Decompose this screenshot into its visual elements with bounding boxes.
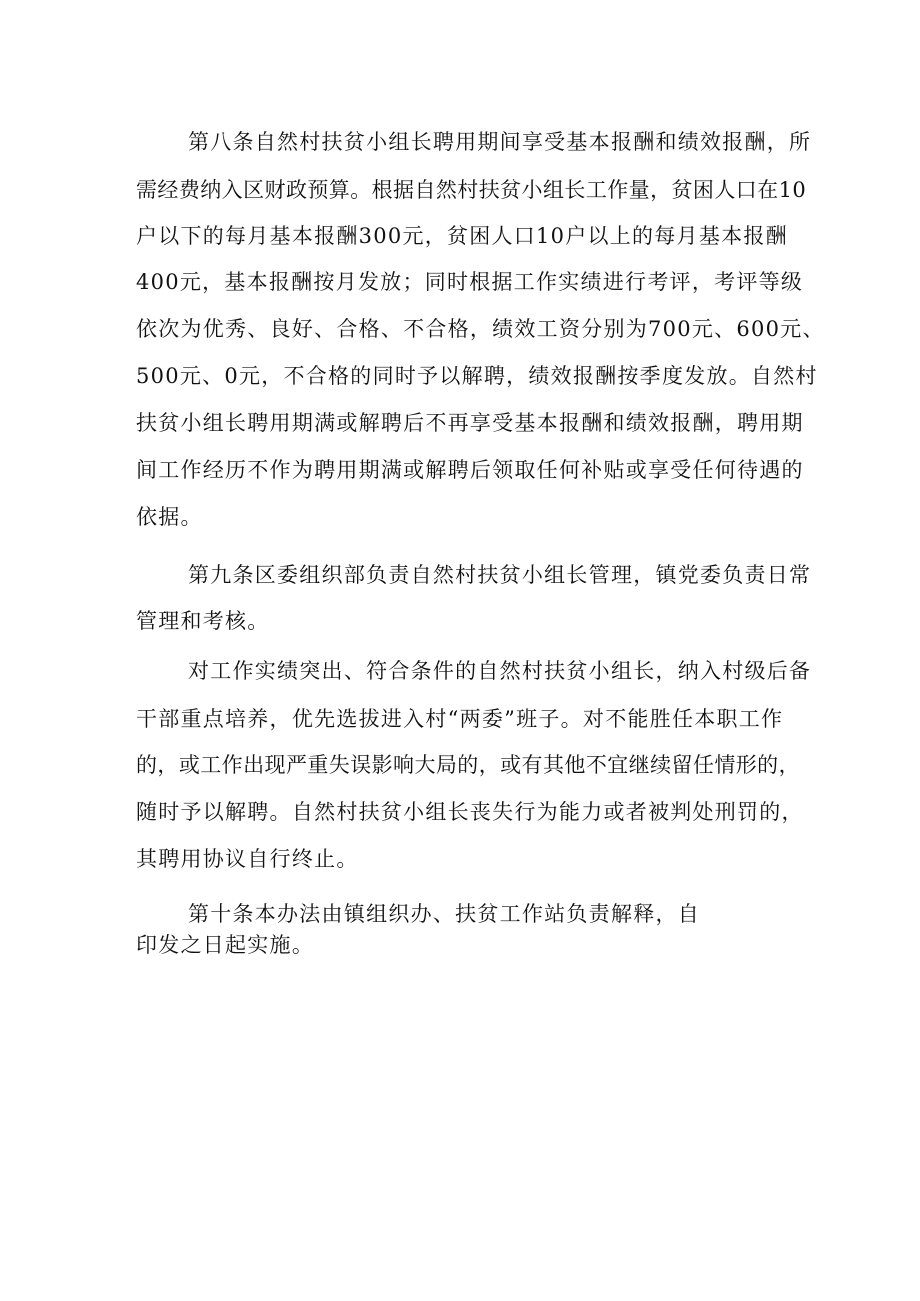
article-9-para-2-line-2: 干部重点培养，优先选拔进入村“两委”班子。对不能胜任本职工作: [136, 707, 784, 731]
article-8-line-5: 依次为优秀、良好、合格、不合格，绩效工资分别为700元、600元、: [136, 317, 825, 341]
article-10-line-1: 第十条本办法由镇组织办、扶贫工作站负责解释，自: [188, 902, 700, 926]
article-8-line-3: 户以下的每月基本报酬300元，贫困人口10户以上的每月基本报酬: [136, 224, 788, 248]
article-9-line-1: 第九条区委组织部负责自然村扶贫小组长管理，镇党委负责日常: [188, 563, 812, 587]
article-9-line-2: 管理和考核。: [136, 609, 270, 633]
article-9-para-2-line-4: 随时予以解聘。自然村扶贫小组长丧失行为能力或者被判处刑罚的，: [136, 800, 804, 824]
article-9-para-2-line-3: 的，或工作出现严重失误影响大局的，或有其他不宜继续留任情形的，: [136, 753, 801, 777]
article-8-line-9: 依据。: [136, 505, 203, 529]
article-9-para-2-line-1: 对工作实绩突出、符合条件的自然村扶贫小组长，纳入村级后备: [188, 659, 812, 683]
article-8-line-8: 间工作经历不作为聘用期满或解聘后领取任何补贴或享受任何待遇的: [136, 458, 804, 482]
article-8-line-2: 需经费纳入区财政预算。根据自然村扶贫小组长工作量，贫困人口在10: [136, 178, 807, 202]
article-10-line-2: 印发之日起实施。: [136, 933, 315, 957]
article-9-para-2-line-5: 其聘用协议自行终止。: [136, 847, 359, 871]
article-8-line-6: 500元、0元，不合格的同时予以解聘，绩效报酬按季度发放。自然村: [136, 364, 818, 388]
article-8-line-1: 第八条自然村扶贫小组长聘用期间享受基本报酬和绩效报酬，所: [188, 130, 812, 154]
article-8-line-7: 扶贫小组长聘用期满或解聘后不再享受基本报酬和绩效报酬，聘用期: [136, 411, 804, 435]
article-8-line-4: 400元，基本报酬按月发放；同时根据工作实绩进行考评，考评等级: [136, 270, 804, 294]
